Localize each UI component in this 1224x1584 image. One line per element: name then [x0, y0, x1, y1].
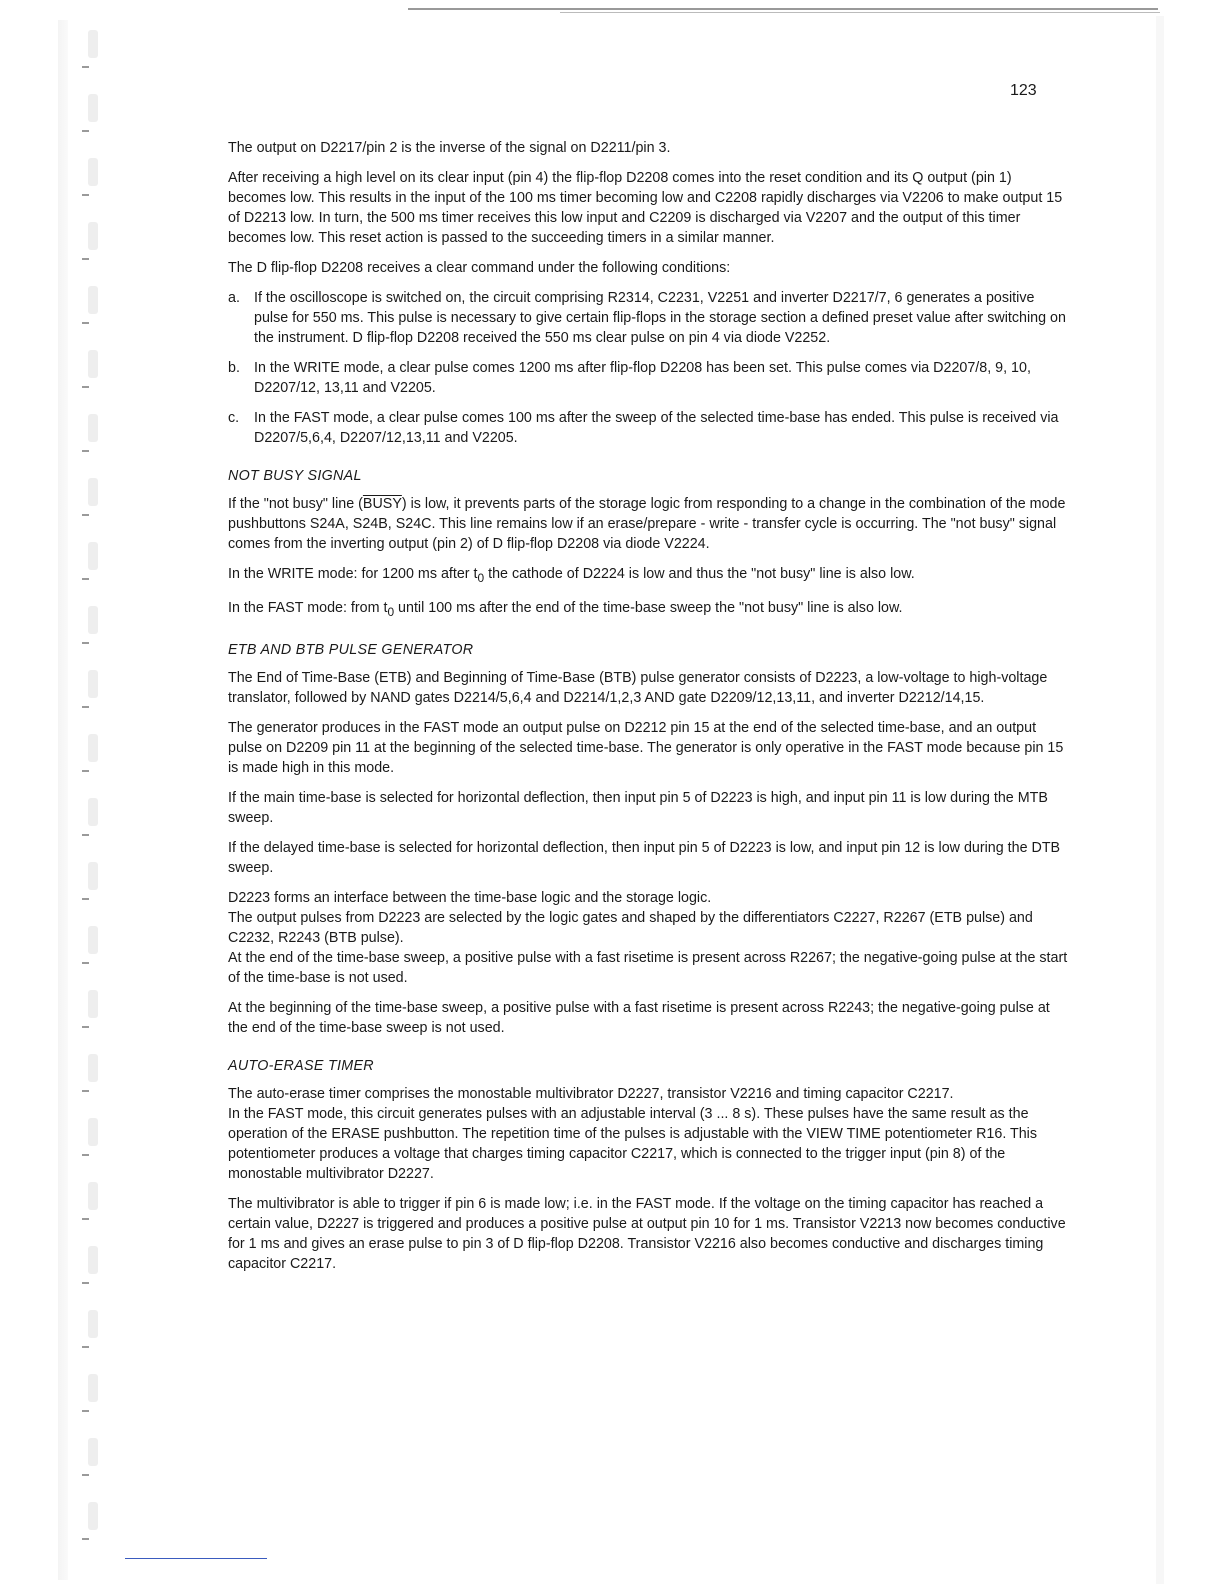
list-item-label: c. [228, 410, 240, 426]
paragraph: If the delayed time-base is selected for horizontal deflection, then input pin 5 of D2223 is low, and input pin 12 is low during the DTB sweep. [228, 839, 1061, 876]
paragraph: In the FAST mode: from $t_0$ until 100 ms after the end of the time-base sweep the "not busy" line is also low. [228, 599, 903, 619]
section-heading: NOT BUSY SIGNAL [228, 468, 362, 484]
paragraph: The output pulses from D2223 are selected by the logic gates and shaped by the differentiators C2227, R2267 (ETB pulse) and C2232, R2243 (BTB pulse). [228, 909, 1033, 946]
paragraph: The D flip-flop D2208 receives a clear command under the following conditions: [228, 260, 731, 276]
paragraph: At the beginning of the time-base sweep, a positive pulse with a fast risetime is present across R2243; the negative-going pulse at the end of the time-base sweep is not used. [228, 999, 1050, 1036]
footnote-rule [125, 1558, 267, 1559]
tick-mark [82, 834, 89, 836]
tick-mark [82, 1474, 89, 1476]
tick-mark [82, 1346, 89, 1348]
tick-mark [82, 898, 89, 900]
tick-mark [82, 962, 89, 964]
tick-mark [82, 1090, 89, 1092]
tick-mark [82, 194, 89, 196]
paragraph: D2223 forms an interface between the time-base logic and the storage logic. [228, 889, 712, 906]
tick-mark [82, 578, 89, 580]
list-item [228, 358, 1068, 398]
section-heading: AUTO-ERASE TIMER [228, 1057, 374, 1074]
section-heading: ETB AND BTB PULSE GENERATOR [228, 641, 474, 658]
list-item [228, 408, 1068, 448]
paragraph: If the "not busy" line (BUSY) is low, it prevents parts of the storage logic from responding to a change in the combination of the mode pushbuttons S24A, S24B, S24C. This line remains low if an erase/prepare - write - transfer cycle is occurring. The "not busy" signal comes from the inverting output (pin 2) of D flip-flop D2208 via diode V2224. [228, 496, 1066, 552]
scan-left-shadow [58, 20, 68, 1580]
tick-mark [82, 1410, 89, 1412]
list-item-label: a. [228, 290, 240, 306]
paragraph: The End of Time-Base (ETB) and Beginning of Time-Base (BTB) pulse generator consists of D2223, a low-voltage to high-voltage translator, followed by NAND gates D2214/5,6,4 and D2214/1,2,3 AND gate D2209/12,13,11, and inverter D2212/14,15. [228, 669, 1048, 706]
list-item-text: In the FAST mode, a clear pulse comes 100 ms after the sweep of the selected time-base has ended. This pulse is received via D2207/5,6,4, D2207/12,13,11 and V2205. [254, 410, 1059, 446]
scan-right-shadow [1156, 16, 1164, 1584]
paragraph: If the main time-base is selected for horizontal deflection, then input pin 5 of D2223 is high, and input pin 11 is low during the MTB sweep. [228, 789, 1048, 826]
tick-mark [82, 66, 89, 68]
tick-mark [82, 1154, 89, 1156]
subscript: 0 [477, 570, 485, 585]
tick-mark [82, 1218, 89, 1220]
tick-mark [82, 706, 89, 708]
subscript: 0 [387, 604, 395, 619]
tick-mark [82, 258, 89, 260]
document-body [228, 138, 1068, 1284]
paragraph: The auto-erase timer comprises the monostable multivibrator D2227, transistor V2216 and timing capacitor C2217. [228, 1085, 954, 1102]
list-item [228, 288, 1068, 348]
paragraph: At the end of the time-base sweep, a positive pulse with a fast risetime is present across R2267; the negative-going pulse at the start of the time-base is not used. [228, 949, 1068, 986]
paragraph: In the WRITE mode: for 1200 ms after $t_0$ the cathode of D2224 is low and thus the "not busy" line is also low. [228, 566, 915, 585]
tick-mark [82, 1026, 89, 1028]
scan-top-edge-line-secondary [560, 12, 1160, 13]
scan-top-edge-line [408, 8, 1158, 10]
paragraph: The multivibrator is able to trigger if pin 6 is made low; i.e. in the FAST mode. If the voltage on the timing capacitor has reached a certain value, D2227 is triggered and produces a positive pulse at output pin 10 for 1 ms. Transistor V2213 now becomes conductive for 1 ms and gives an erase pulse to pin 3 of D flip-flop D2208. Transistor V2216 also becomes conductive and discharges timing capacitor C2217. [228, 1195, 1066, 1272]
tick-mark [82, 322, 89, 324]
paragraph: After receiving a high level on its clear input (pin 4) the flip-flop D2208 comes into the reset condition and its Q output (pin 1) becomes low. This results in the input of the 100 ms timer becoming low and C2208 rapidly discharges via V2206 to make output 15 of D2213 low. In turn, the 500 ms timer receives this low input and C2209 is discharged via V2207 and the output of this timer becomes low. This reset action is passed to the succeeding timers in a similar manner. [228, 170, 1063, 246]
binding-tick-marks [80, 60, 94, 1560]
list-item-text: If the oscilloscope is switched on, the circuit comprising R2314, C2231, V2251 and inverter D2217/7, 6 generates a positive pulse for 550 ms. This pulse is necessary to give certain flip-flops in the storage section a defined preset value after switching on the instrument. D flip-flop D2208 received the 550 ms clear pulse on pin 4 via diode V2252. [254, 290, 1066, 346]
tick-mark [82, 514, 89, 516]
page-number: 123 [1010, 82, 1037, 99]
condition-list [228, 288, 1068, 448]
tick-mark [82, 130, 89, 132]
list-item-text: In the WRITE mode, a clear pulse comes 1200 ms after flip-flop D2208 has been set. This pulse comes via D2207/8, 9, 10, D2207/12, 13,11 and V2205. [254, 360, 1031, 396]
tick-mark [82, 1538, 89, 1540]
tick-mark [82, 770, 89, 772]
list-item-label: b. [228, 360, 240, 376]
binding-hole [88, 30, 98, 58]
paragraph: In the FAST mode, this circuit generates pulses with an adjustable interval (3 ... 8 s). These pulses have the same result as the operation of the ERASE pushbutton. The repetition time of the pulses is adjustable with the VIEW TIME potentiometer R16. This potentiometer produces a voltage that charges timing capacitor C2217, which is connected to the trigger input (pin 8) of the monostable multivibrator D2227. [228, 1105, 1038, 1182]
paragraph: The output on D2217/pin 2 is the inverse of the signal on D2211/pin 3. [228, 140, 671, 156]
busy-signal-overline: BUSY [362, 496, 402, 512]
tick-mark [82, 642, 89, 644]
tick-mark [82, 450, 89, 452]
tick-mark [82, 1282, 89, 1284]
tick-mark [82, 386, 89, 388]
paragraph: The generator produces in the FAST mode an output pulse on D2212 pin 15 at the end of the selected time-base, and an output pulse on D2209 pin 11 at the beginning of the selected time-base. The generator is only operative in the FAST mode because pin 15 is made high in this mode. [228, 719, 1064, 776]
